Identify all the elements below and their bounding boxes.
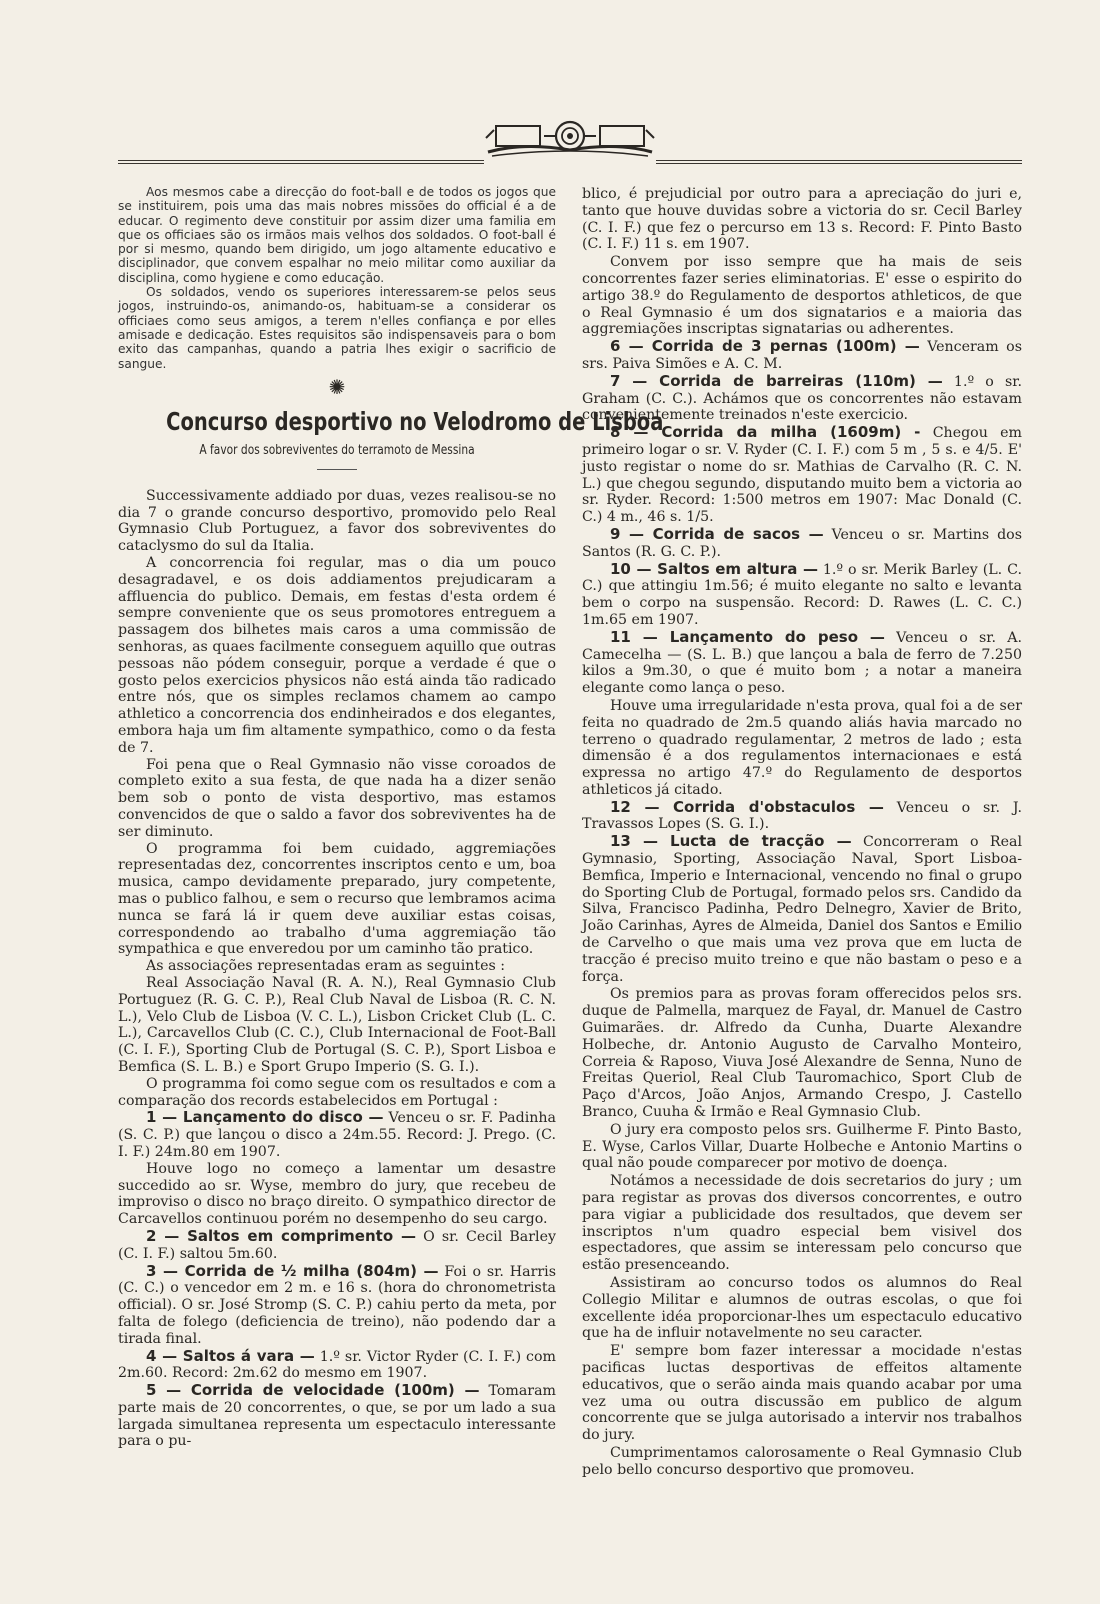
paragraph-text: blico, é prejudicial por outro para a apreciação do juri e, tanto que houve duvidas sobre a victoria do sr. Cecil Barley (C. I. F.) que fez o percurso em 13 s. Record: F. Pinto Basto (C. I. F.) 11 s. em 1907. [582, 186, 1022, 253]
event-text: O sr. Cecil Barley (C. I. F.) saltou 5m.60. [118, 1228, 556, 1262]
continued-paragraph [582, 185, 1022, 253]
body-paragraph: Foi pena que o Real Gymnasio não visse coroados de completo exito a sua festa, de que nada ha a dizer senão bem sob o ponto de vista desportivo, mas estamos convencidos de que o saldo a favor dos sobreviventes ha de ser diminuto. [118, 756, 556, 840]
event-11 [582, 629, 1022, 697]
event-heading: 3 — Corrida de ½ milha (804m) — [146, 1261, 439, 1280]
event-heading: 7 — Corrida de barreiras (110m) — [610, 371, 943, 390]
paragraph-text: O jury era composto pelos srs. Guilherme F. Pinto Basto, E. Wyse, Carlos Villar, Duarte Holbeche e Antonio Martins o qual não poude comparecer por motivo de doença. [582, 1121, 1022, 1172]
intro-block [118, 185, 556, 371]
event-text: Venceu o sr. J. Travassos Lopes (S. G. I.). [582, 799, 1022, 833]
event-12 [582, 799, 1022, 834]
event-10 [582, 561, 1022, 629]
event-1-note [118, 1161, 556, 1228]
paragraph-text: Os premios para as provas foram offerecidos pelos srs. duque de Palmella, marquez de Fayal, dr. Manuel de Castro Guimarães. dr. Alfredo da Cunha, Duarte Alexandre Holbeche, dr. Antonio Augusto de Carvalho Monteiro, Correia & Raposo, Viuva José Alexandre de Senna, Nuno de Freitas Queriol, Real Club Tauromachico, Sport Club de Paço d'Arcos, João Anjos, Armando Crespo, J. Castello Branco, Cuuha & Irmão e Real Gymnasio Club. [582, 986, 1022, 1121]
event-2 [118, 1228, 556, 1263]
body-paragraph [582, 253, 1022, 338]
masthead [0, 108, 1100, 170]
event-text: Concorreram o Real Gymnasio, Sporting, Associação Naval, Sport Lisboa-Bemfica, Imperio e Internacional, vencendo no final o grupo do Sporting Club de Portugal, formado pelos srs. Candido da Silva, Francisco Padinha, Pedro Delnegro, Xavier de Brito, João Carinhas, Ayres de Almeida, Daniel dos Santos e Emilio de Carvelho o que mais uma vez prova que em lucta de tracção é preciso muito treino e que não bastam o peso e a força. [582, 834, 1022, 985]
body-paragraph [582, 985, 1022, 1120]
event-text: Tomaram parte mais de 20 concorrentes, o que, se por um lado a sua largada simultanea representa um espectaculo interessante para o pu- [118, 1383, 556, 1450]
right-column [582, 185, 1022, 1479]
body-paragraph: O programma foi como segue com os resultados e com a comparação dos records estabelecidos em Portugal : [118, 1075, 556, 1109]
event-text: Foi o sr. Harris (C. C.) o vencedor em 2 m. e 16 s. (hora do chronometrista official). O sr. José Stromp (S. C. P.) cahiu perto da meta, por falta de folego (deficiencia de treino), não podendo dar a tirada final. [118, 1263, 557, 1347]
masthead-rule-right [656, 160, 1022, 161]
event-text: 1.º o sr. Merik Barley (L. C. C.) que attingiu 1m.56; é muito elegante no salto e levanta bem o corpo na suspensão. Record: D. Rawes (L. C. C.) 1m.65 em 1907. [582, 561, 1022, 628]
body-paragraph [582, 1121, 1022, 1172]
event-heading: 4 — Saltos á vara — [146, 1346, 315, 1365]
event-text: 1.º sr. Victor Ryder (C. I. F.) com 2m.60. Record: 2m.62 do mesmo em 1907. [118, 1348, 557, 1382]
event-heading: 13 — Lucta de tracção — [610, 832, 852, 851]
body-paragraph: O programma foi bem cuidado, aggremiações representadas dez, concorrentes inscriptos cento e um, boa musica, campo devidamente preparado, jury competente, mas o publico falhou, e sem o recurso que lembramos acima nunca se fará lá ir quem deve auxiliar estas coisas, correspondendo ao trabalho d'uma aggremiação tão sympathica e que enveredou por um caminho tão pratico. [118, 840, 556, 958]
paragraph-text: Houve uma irregularidade n'esta prova, qual foi a de ser feita no quadrado de 2m.5 quando aliás havia marcado no terreno o quadrado regulamentar, 2 metros de lado ; esta dimensão é a dos regulamentos internacionaes e está expressa no artigo 47.º do Regulamento de desportos athleticos já citado. [582, 697, 1022, 798]
body-paragraph [582, 1172, 1022, 1274]
event-13 [582, 833, 1022, 985]
event-text: Venceu o sr. F. Padinha (S. C. P.) que lançou o disco a 24m.55. Record: J. Prego. (C. I. F.) 24m.80 em 1907. [118, 1110, 556, 1160]
paragraph-text: Cumprimentamos calorosamente o Real Gymnasio Club pelo bello concurso desportivo que promoveu. [582, 1444, 1022, 1478]
event-7 [582, 373, 1022, 424]
event-4 [118, 1348, 556, 1383]
body-paragraph: As associações representadas eram as seguintes : [146, 958, 506, 975]
event-1 [118, 1109, 556, 1160]
event-heading: 12 — Corrida d'obstaculos — [610, 797, 884, 816]
event-text: Chegou em primeiro logar o sr. V. Ryder (C. I. F.) com 5 m , 5 s. e 4/5. E' justo registar o nome do sr. Mathias de Carvalho (R. C. N. L.) que chegou segundo, disputando muito bem a victoria ao sr. Ryder. Record: 1:500 metros em 1907: Mac Donald (C. C.) 4 m., 46 s. 1/5. [582, 425, 1022, 526]
masthead-logo-art [484, 116, 656, 160]
event-heading: 1 — Lançamento do disco — [146, 1108, 384, 1127]
article-subtitle: A favor dos sobreviventes do terramoto de Messina [199, 442, 475, 458]
event-heading: 5 — Corrida de velocidade (100m) — [146, 1381, 480, 1400]
masthead-logo [484, 116, 656, 160]
body-paragraph: Successivamente addiado por duas, vezes realisou-se no dia 7 o grande concurso desportivo, promovido pelo Real Gymnasio Club Portuguez, a favor dos sobreviventes do cataclysmo do sul da Italia. [118, 487, 556, 555]
masthead-rule-left-2 [118, 163, 484, 164]
event-heading: 6 — Corrida de 3 pernas (100m) — [610, 337, 920, 356]
event-heading: 10 — Saltos em altura — [610, 559, 818, 578]
closing-paragraph [582, 1444, 1022, 1479]
body-paragraph [582, 1342, 1022, 1444]
event-text: Venceram os srs. Paiva Simões e A. C. M. [582, 339, 1022, 372]
body-paragraph [582, 697, 1022, 799]
event-8 [582, 424, 1022, 526]
intro-paragraph-1: Aos mesmos cabe a direcção do foot-ball e de todos os jogos que se instituirem, pois uma das mais nobres missões do official é a de educar. O regimento deve constituir por assim dizer uma familia em que os officiaes são os irmãos mais velhos dos soldados. O foot-ball é por si mesmo, quando bem dirigido, um jogo altamente educativo e disciplinador, que convem espalhar no meio militar como auxiliar da disciplina, como hygiene e como educação. [118, 185, 556, 285]
event-text: Venceu o sr. A. Camecelha — (S. L. B.) que lançou a bala de ferro de 7.250 kilos a 9m.30, o que é muito bom ; a notar a maneira elegante como lança o peso. [582, 629, 1022, 697]
event-5 [118, 1382, 556, 1450]
intro-paragraph-2: Os soldados, vendo os superiores interessarem-se pelos seus jogos, instruindo-os, animando-os, habituam-se a considerar os officiaes como seus amigos, a terem n'elles confiança e por elles amisade e dedicação. Estes requisitos são indispensaveis para o bom exito das campanhas, quando a patria lhes exigir o sacrificio de sangue. [118, 285, 556, 371]
body-paragraph: A concorrencia foi regular, mas o dia um pouco desagradavel, e os dois addiamentos prejudicaram a affluencia do publico. Demais, em festas d'esta ordem é sempre conveniente que os seus promotores entreguem a passagem dos bilhetes mais caros a uma commissão de senhoras, as quaes facilmente conseguem aquillo que outras pessoas não pódem conseguir, porque a verdade é que o gosto pelos exercicios physicos não está ainda tão radicado entre nós, que os simples reclamos chamem ao campo athletico a concorrencia dos endinheirados e dos elegantes, embora haja um fim altamente sympathico, como o da festa de 7. [118, 555, 556, 756]
ornament-icon: ✺ [328, 374, 346, 399]
paragraph-text: Assistiram ao concurso todos os alumnos do Real Collegio Militar e alumnos de outras escolas, o que foi excellente idéa proporcionar-lhes um espectaculo educativo que ha de influir notavelmente no seu caracter. [582, 1275, 1022, 1342]
paragraph-text: Notámos a necessidade de dois secretarios do jury ; um para registar as provas dos diversos concorrentes, e outro para vigiar a publicidade dos resultados, que devem ser inscriptos n'um quadro especial bem visivel dos espectadores, que assim se interessam pelo concurso que estão presenceando. [582, 1173, 1022, 1274]
event-heading: 11 — Lançamento do peso — [610, 627, 885, 646]
associations-list: Real Associação Naval (R. A. N.), Real Gymnasio Club Portuguez (R. G. C. P.), Real Club Naval de Lisboa (R. C. N. L.), Velo Club de Lisboa (V. C. L.), Lisbon Cricket Club (L. C. L.), Carcavellos Club (C. C.), Club Internacional de Foot-Ball (C. I. F.), Sporting Club de Portugal (S. C. P.), Sport Lisboa e Bemfica (S. L. B.) e Sport Grupo Imperio (S. G. I.). [118, 974, 556, 1075]
paragraph-text: Convem por isso sempre que ha mais de seis concorrentes fazer series eliminatorias. E' esse o espirito do artigo 38.º do Regulamento de desportos athleticos, de que o Real Gymnasio é um dos signatarios e a maioria das aggremiações inscriptas signatarias ou adherentes. [582, 254, 1022, 338]
body-paragraph [582, 1274, 1022, 1342]
event-3 [118, 1263, 556, 1348]
event-6 [582, 338, 1022, 373]
event-heading: 9 — Corrida de sacos — [610, 524, 824, 543]
divider [317, 469, 357, 470]
left-column [118, 185, 664, 1450]
event-9 [582, 526, 1022, 561]
event-text: 1.º o sr. Graham (C. C.). Achámos que os concorrentes não estavam convenientemente treinados n'este exercicio. [582, 373, 1023, 424]
event-text: Houve logo no começo a lamentar um desastre succedido ao sr. Wyse, membro do jury, que recebeu de improviso o disco no braço direito. O sympathico director de Carcavellos continuou porém no desempenho do seu cargo. [118, 1160, 556, 1228]
event-text: Venceu o sr. Martins dos Santos (R. G. C. P.). [582, 526, 1023, 560]
paragraph-text: E' sempre bom fazer interessar a mocidade n'estas pacificas luctas desportivas de effeitos altamente educativos, que o serão ainda mais quando acabar por uma vez uma ou outra discussão em publico de algum concorrente que se julga autorisado a intervir nos trabalhos do jury. [582, 1343, 1022, 1444]
article-title: Concurso desportivo no Velodromo de Lisboa [166, 406, 664, 436]
masthead-rule-right-2 [656, 163, 1022, 164]
event-heading: 2 — Saltos em comprimento — [146, 1226, 416, 1245]
event-heading: 8 — Corrida da milha (1609m) - [610, 423, 921, 442]
masthead-rule-left [118, 160, 484, 161]
